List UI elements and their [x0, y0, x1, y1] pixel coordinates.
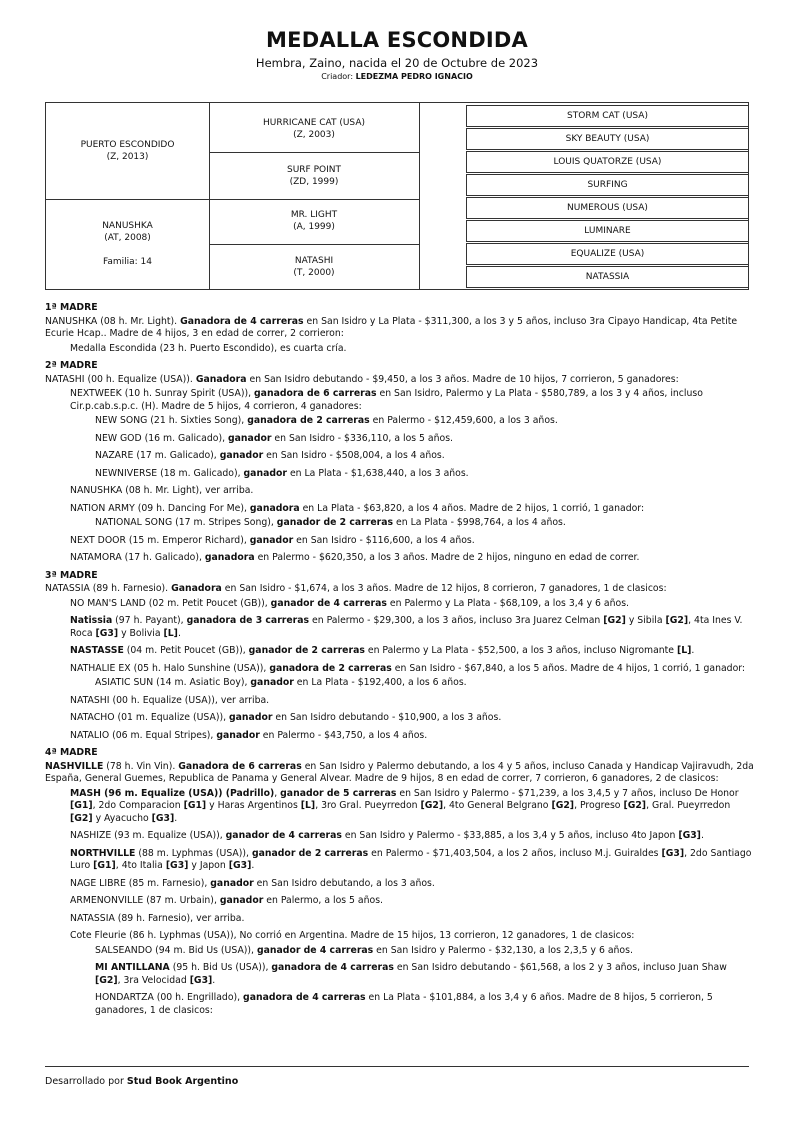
footer: [45, 1076, 238, 1087]
gen3-cell: NATASSIA: [466, 266, 749, 288]
produce-entry: NO MAN'S LAND (02 m. Petit Poucet (GB)), ganador de 4 carreras en Palermo y La Plata - $68,109, a los 3,4 y 6 años.: [70, 597, 629, 609]
horse-subtitle: Hembra, Zaino, nacida el 20 de Octubre de 2023: [255, 56, 539, 70]
produce-entry: NAZARE (17 m. Galicado), ganador en San Isidro - $508,004, a los 4 años.: [95, 450, 445, 461]
produce-entry: NASTASSE (04 m. Petit Poucet (GB)), ganador de 2 carreras en Palermo y La Plata - $52,500, a los 3 años, incluso Nigromante [L].: [70, 645, 695, 656]
produce-entry: HONDARTZA (00 h. Engrillado), ganadora de 4 carreras en La Plata - $101,884, a los 3,4 y 6 años. Madre de 8 hijos, 5 corrieron, 5 ganadores, 1 de clasicos:: [95, 992, 713, 1016]
produce-entry: MASH (96 m. Equalize (USA)) (Padrillo), ganador de 5 carreras en San Isidro y Palermo - $71,239, a los 3,4,5 y 7 años, incluso De Honor [G1], 2do Comparacion [G1] y Haras Argentinos [L], 3ro Gral. Pueyrredon [G2], 4to General Belgrano [G2], Progreso [G2], Gral. Pueyrredon [G2] y Ayacucho [G3].: [70, 787, 739, 824]
dam-name: NANUSHKA: [102, 221, 153, 231]
dam-record: NATASHI (00 h. Equalize (USA)). Ganadora en San Isidro debutando - $9,450, a los 3 años. Madre de 10 hijos, 7 corrieron, 5 ganadores:: [45, 373, 679, 385]
sire-dam-cell: [209, 152, 419, 199]
dam-sire-cell: [209, 199, 419, 244]
produce-entry: NATASSIA (89 h. Farnesio), ver arriba.: [70, 912, 245, 924]
section-heading: 1ª MADRE: [45, 302, 98, 313]
breeder-name: LEDEZMA PEDRO IGNACIO: [355, 72, 473, 81]
section-heading: 4ª MADRE: [45, 747, 98, 758]
dam-cell: [46, 199, 209, 289]
produce-entry: NATAMORA (17 h. Galicado), ganadora en Palermo - $620,350, a los 3 años. Madre de 2 hijos, ninguno en edad de correr.: [70, 552, 640, 563]
produce-entry: Cote Fleurie (86 h. Lyphmas (USA)), No corrió en Argentina. Madre de 15 hijos, 13 corrieron, 12 ganadores, 1 de clasicos:: [70, 930, 635, 941]
produce-record: [45, 300, 755, 1022]
dam-sire-info: (A, 1999): [293, 222, 335, 232]
breeder-line: [0, 72, 794, 81]
horse-name-title: MEDALLA ESCONDIDA: [266, 28, 528, 52]
section-heading: 2ª MADRE: [45, 360, 98, 371]
produce-entry: NEW GOD (16 m. Galicado), ganador en San Isidro - $336,110, a los 5 años.: [95, 432, 454, 444]
dam-record: NATASSIA (89 h. Farnesio). Ganadora en San Isidro - $1,674, a los 3 años. Madre de 12 hijos, 8 corrieron, 7 ganadores, 1 de clasicos:: [45, 583, 667, 594]
sire-cell: [46, 103, 209, 199]
produce-entry: SALSEANDO (94 m. Bid Us (USA)), ganador de 4 carreras en San Isidro y Palermo - $32,130, a los 2,3,5 y 6 años.: [95, 944, 633, 956]
dam-dam-name: NATASHI: [294, 256, 334, 266]
column-divider: [419, 103, 420, 289]
sire-info: (Z, 2013): [106, 152, 149, 162]
produce-entry: NATIONAL SONG (17 m. Stripes Song), ganador de 2 carreras en La Plata - $998,764, a los 4 años.: [95, 517, 566, 528]
sire-dam-info: (ZD, 1999): [289, 177, 339, 187]
familia-label: Familia: 14: [103, 257, 152, 267]
section-heading: 3ª MADRE: [45, 569, 98, 581]
dam-record: NASHVILLE (78 h. Vin Vin). Ganadora de 6 carreras en San Isidro y Palermo debutando, a los 4 y 5 años, incluso Canada y Handicap Vajiravudh, 2da España, General Guemes, Republica de Panama y General Alvear. Madre de 9 hijos, 8 en edad de correr, 7 corrieron, 6 ganadores, 2 de clasicos:: [45, 760, 754, 784]
pedigree-table: [45, 102, 749, 290]
produce-entry: NATHALIE EX (05 h. Halo Sunshine (USA)), ganadora de 2 carreras en San Isidro - $67,840, a los 5 años. Madre de 4 hijos, 1 corrió, 1 ganador:: [70, 662, 746, 674]
produce-entry: NANUSHKA (08 h. Mr. Light), ver arriba.: [70, 485, 254, 496]
gen3-cell: SKY BEAUTY (USA): [466, 128, 749, 150]
dam-dam-info: (T, 2000): [293, 268, 335, 278]
produce-entry: MI ANTILLANA (95 h. Bid Us (USA)), ganadora de 4 carreras en San Isidro debutando - $61,568, a los 2 y 3 años, incluso Juan Shaw [G2], 3ra Velocidad [G3].: [95, 962, 727, 986]
produce-entry: NEXTWEEK (10 h. Sunray Spirit (USA)), ganadora de 6 carreras en San Isidro, Palermo y La Plata - $580,789, a los 3 y 4 años, incluso Cir.p.cab.s.p.c. (H). Madre de 5 hijos, 4 corrieron, 4 ganadores:: [70, 388, 703, 412]
produce-entry: ASIATIC SUN (14 m. Asiatic Boy), ganador en La Plata - $192,400, a los 6 años.: [95, 677, 467, 688]
dam-record: NANUSHKA (08 h. Mr. Light). Ganadora de 4 carreras en San Isidro y La Plata - $311,300, a los 3 y 5 años, incluso 3ra Cipayo Handicap, 4ta Petite Ecurie Hcap.. Madre de 4 hijos, 3 en edad de correr, 2 corrieron:: [45, 315, 738, 339]
footer-divider: [45, 1066, 749, 1067]
dam-dam-cell: [209, 244, 419, 289]
dam-sire-name: MR. LIGHT: [290, 210, 338, 220]
sire-name: PUERTO ESCONDIDO: [80, 140, 175, 150]
breeder-label: Criador:: [321, 72, 354, 81]
gen3-cell: LUMINARE: [466, 220, 749, 242]
produce-entry: ARMENONVILLE (87 m. Urbain), ganador en Palermo, a los 5 años.: [70, 895, 384, 906]
gen3-cell: LOUIS QUATORZE (USA): [466, 151, 749, 173]
produce-entry: Natissia (97 h. Payant), ganadora de 3 carreras en Palermo - $29,300, a los 3 años, incluso 3ra Juarez Celman [G2] y Sibila [G2], 4ta Ines V. Roca [G3] y Bolivia [L].: [70, 615, 743, 639]
sire-sire-name: HURRICANE CAT (USA): [263, 118, 365, 128]
produce-entry: NATACHO (01 m. Equalize (USA)), ganador en San Isidro debutando - $10,900, a los 3 años.: [70, 712, 502, 723]
gen3-cell: SURFING: [466, 174, 749, 196]
dam-info: (AT, 2008): [104, 233, 151, 243]
produce-entry: NAGE LIBRE (85 m. Farnesio), ganador en San Isidro debutando, a los 3 años.: [70, 877, 435, 889]
produce-entry: NATALIO (06 m. Equal Stripes), ganador en Palermo - $43,750, a los 4 años.: [70, 729, 428, 741]
produce-entry: NATASHI (00 h. Equalize (USA)), ver arriba.: [70, 694, 270, 706]
produce-entry: NEWNIVERSE (18 m. Galicado), ganador en La Plata - $1,638,440, a los 3 años.: [95, 467, 469, 479]
produce-entry: NORTHVILLE (88 m. Lyphmas (USA)), ganador de 2 carreras en Palermo - $71,403,504, a los 2 años, incluso M.j. Guiraldes [G3], 2do Santiago Luro [G1], 4to Italia [G3] y Japon [G3].: [70, 847, 752, 871]
sire-dam-name: SURF POINT: [287, 165, 341, 175]
produce-entry: NEW SONG (21 h. Sixties Song), ganadora de 2 carreras en Palermo - $12,459,600, a los 3 años.: [95, 415, 558, 426]
sire-sire-info: (Z, 2003): [293, 130, 335, 140]
produce-entry: NATION ARMY (09 h. Dancing For Me), ganadora en La Plata - $63,820, a los 4 años. Madre de 2 hijos, 1 corrió, 1 ganador:: [70, 502, 645, 514]
footer-brand: Stud Book Argentino: [126, 1076, 239, 1087]
gen3-cell: STORM CAT (USA): [466, 105, 749, 127]
produce-entry: NASHIZE (93 m. Equalize (USA)), ganador de 4 carreras en San Isidro y Palermo - $33,885, a los 3,4 y 5 años, incluso 4to Japon [G3].: [70, 830, 704, 841]
sire-sire-cell: [209, 103, 419, 152]
produce-entry: NEXT DOOR (15 m. Emperor Richard), ganador en San Isidro - $116,600, a los 4 años.: [70, 534, 475, 546]
gen3-cell: NUMEROUS (USA): [466, 197, 749, 219]
gen3-cell: EQUALIZE (USA): [466, 243, 749, 265]
produce-entry: Medalla Escondida (23 h. Puerto Escondido), es cuarta cría.: [70, 342, 347, 354]
footer-label: Desarrollado por: [45, 1076, 127, 1087]
